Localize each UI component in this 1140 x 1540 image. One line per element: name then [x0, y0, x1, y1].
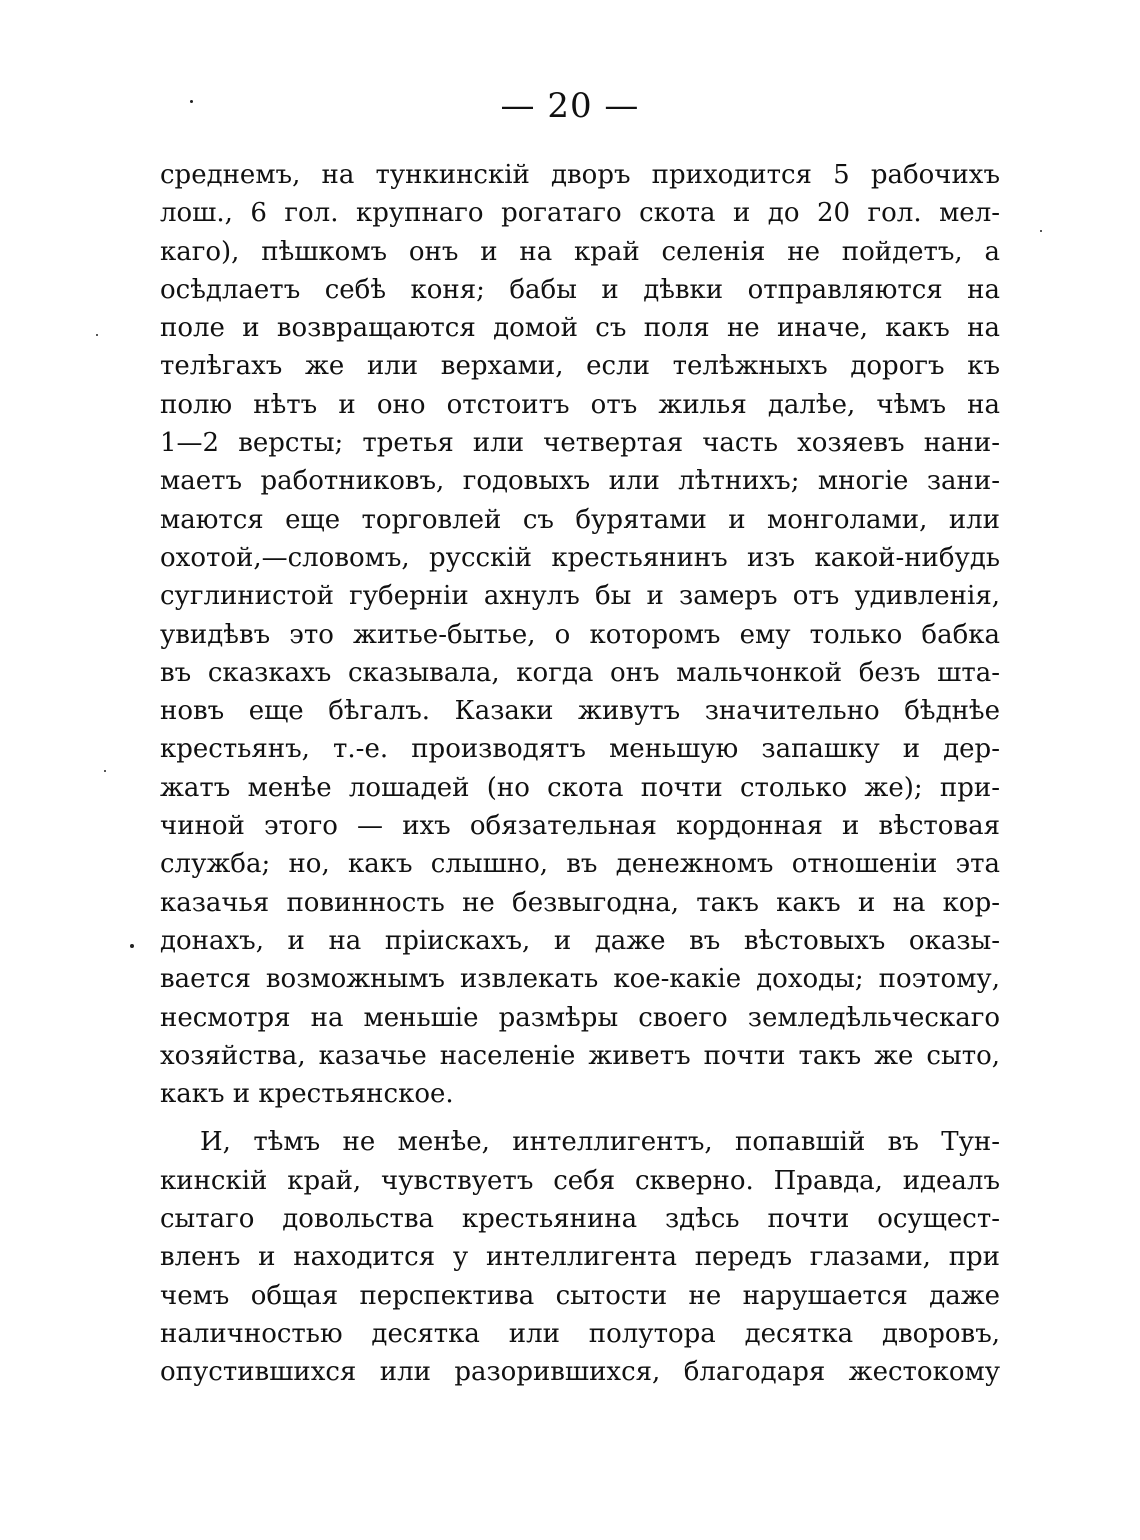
text-line: среднемъ, на тункинскій дворъ приходится 5 рабочихъ	[160, 160, 1000, 190]
text-line: кинскій край, чувствуетъ себя скверно. Правда, идеалъ	[160, 1165, 1000, 1196]
text-line: чемъ общая перспектива сытости не нарушается даже	[160, 1280, 1000, 1311]
text-line: наличностью десятка или полутора десятка дворовъ,	[160, 1318, 1000, 1349]
scan-speck	[1040, 230, 1042, 232]
text-line: сытаго довольства крестьянина здѣсь почти осущест-	[160, 1204, 1000, 1235]
body-text	[160, 156, 1000, 1392]
text-line: поле и возвращаются домой съ поля не иначе, какъ на	[160, 313, 1000, 344]
text-line: осѣдлаетъ себѣ коня; бабы и дѣвки отправляются на	[160, 274, 1000, 305]
text-line: новъ еще бѣгалъ. Казаки живутъ значительно бѣднѣе	[160, 696, 1000, 727]
text-line: жатъ менѣе лошадей (но скота почти столько же); при-	[160, 772, 1000, 803]
text-line: служба; но, какъ слышно, въ денежномъ отношеніи эта	[160, 849, 1000, 880]
text-line: хозяйства, казачье населеніе живетъ почти такъ же сыто,	[160, 1040, 1000, 1071]
scan-speck	[96, 334, 98, 336]
text-line: И, тѣмъ не менѣе, интеллигентъ, попавшій въ Тун-	[200, 1127, 1000, 1158]
paragraph-1	[160, 156, 1000, 1113]
text-line: въ сказкахъ сказывала, когда онъ мальчонкой безъ шта-	[160, 657, 1000, 688]
text-line: суглинистой губерніи ахнулъ бы и замеръ отъ удивленія,	[160, 581, 1000, 612]
text-line: казачья повинность не безвыгодна, такъ какъ и на кор-	[160, 887, 1000, 918]
text-line: опустившихся или разорившихся, благодаря жестокому	[160, 1357, 1000, 1388]
text-line: маетъ работниковъ, годовыхъ или лѣтнихъ; многіе зани-	[160, 466, 1000, 497]
text-line: вленъ и находится у интеллигента передъ глазами, при	[160, 1242, 1000, 1273]
text-line: телѣгахъ же или верхами, если телѣжныхъ дорогъ къ	[160, 351, 1000, 382]
paragraph-gap	[160, 1113, 1000, 1123]
text-line: маются еще торговлей съ бурятами и монголами, или	[160, 504, 1000, 535]
text-line: увидѣвъ это житье-бытье, о которомъ ему только бабка	[160, 619, 1000, 650]
text-line: крестьянъ, т.-е. производятъ меньшую запашку и дер-	[160, 734, 1000, 765]
scan-speck	[130, 944, 134, 948]
text-line: несмотря на меньшіе размѣры своего земледѣльческаго	[160, 1002, 1000, 1033]
text-line: какъ и крестьянское.	[160, 1079, 454, 1110]
scan-speck	[190, 100, 193, 103]
text-line: вается возможнымъ извлекать кое-какіе доходы; поэтому,	[160, 964, 1000, 995]
paragraph-2	[160, 1123, 1000, 1391]
text-line: донахъ, и на пріискахъ, и даже въ вѣстовыхъ оказы-	[160, 925, 1000, 956]
page-number: — 20 —	[500, 86, 640, 126]
text-line: охотой,—словомъ, русскій крестьянинъ изъ какой-нибудь	[160, 542, 1000, 573]
text-line: полю нѣтъ и оно отстоитъ отъ жилья далѣе, чѣмъ на	[160, 389, 1000, 420]
text-line: лош., 6 гол. крупнаго рогатаго скота и до 20 гол. мел-	[160, 198, 1000, 229]
text-line: каго), пѣшкомъ онъ и на край селенія не пойдетъ, а	[160, 236, 1000, 267]
text-line: чиной этого — ихъ обязательная кордонная и вѣстовая	[160, 811, 1000, 842]
scan-speck	[104, 770, 106, 772]
text-line: 1—2 версты; третья или четвертая часть хозяевъ нани-	[160, 428, 1000, 459]
